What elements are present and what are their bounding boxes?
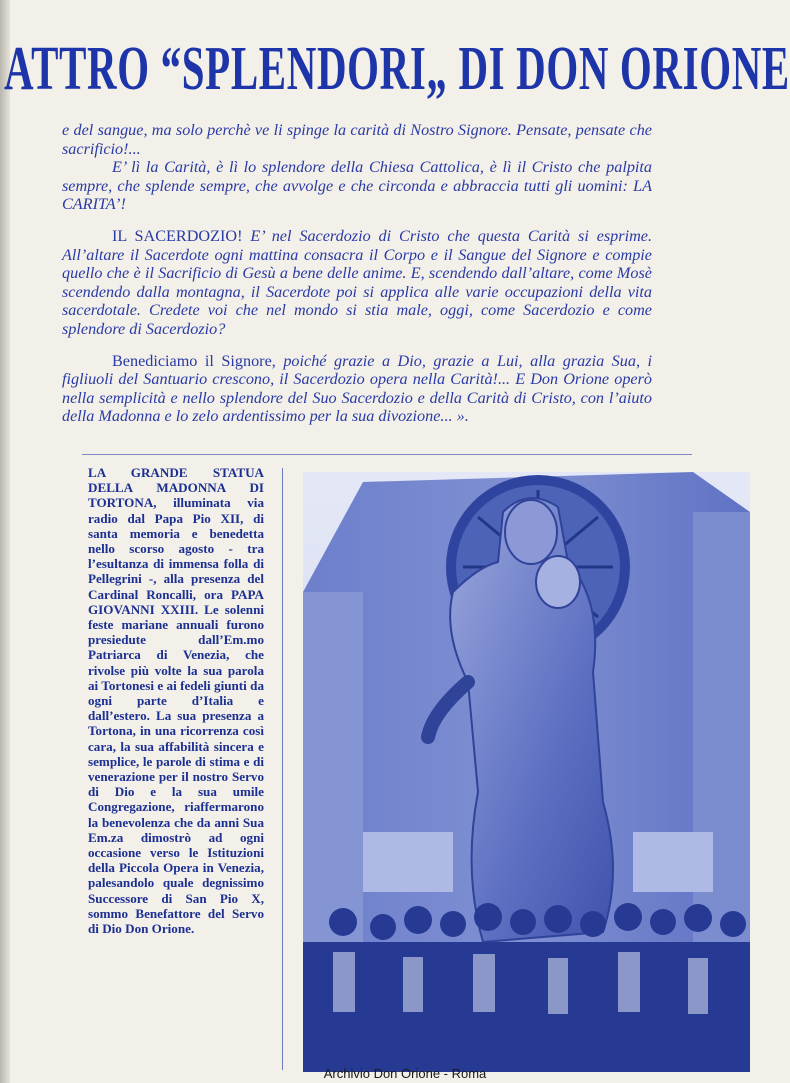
column-divider [282, 468, 283, 1070]
intro-paragraph-2: E’ lì la Carità, è lì lo splendore della Chiesa Cattolica, è lì il Cristo che palpita sempre, che splende sempre, che avvolge e che circonda e abbraccia tutti gli uomini: LA CARITA’! [62, 158, 652, 214]
sacerdozio-lead: IL SACERDOZIO! [112, 226, 243, 245]
statue-head [505, 500, 557, 564]
sacerdozio-text: E’ nel Sacerdozio di Cristo che questa Carità si esprime. All’altare il Sacerdote ogni mattina consacra il Corpo e il Sangue del Signore e compie quello che è il Sacrificio di Gesù a bene delle anime. E, scendendo dall’altare, come Mosè scendendo dalla montagna, il Sacerdote poi si applica alle varie occupazioni della vita sacerdotale. Credete voi che nel mondo si stia male, oggi, come Sacerdozio e come splendore di Sacerdozio? [62, 226, 652, 338]
statue-photo [303, 472, 750, 1072]
intro-paragraph-4 [62, 352, 652, 426]
child-statue [536, 556, 580, 608]
benediciamo-text: poiché grazie a Dio, grazie a Lui, alla grazia Sua, i figliuoli del Santuario crescono, il Sacerdozio opera nella Carità!... E Don Orione operò nella semplicità e nello splendore del Suo Sacerdozio e della Carità di Cristo, con l’aiuto della Madonna e lo zelo ardentissimo per la sua divozione... ». [62, 351, 652, 426]
doorway-left [363, 832, 453, 892]
madonna-statue-illustration [303, 472, 750, 1072]
archive-footer: Archivio Don Orione - Roma [323, 1066, 487, 1081]
intro-paragraph-3 [62, 227, 652, 339]
article-intro [62, 121, 652, 426]
page-headline: ATTRO “SPLENDORI„ DI DON ORIONE [3, 35, 790, 103]
intro-paragraph-1: e del sangue, ma solo perchè ve li spinge la carità di Nostro Signore. Pensate, pensate che sacrificio!... [62, 121, 652, 158]
section-divider [82, 454, 692, 455]
doorway-right [633, 832, 713, 892]
photo-caption: LA GRANDE STATUA DELLA MADONNA DI TORTONA, illuminata via radio dal Papa Pio XII, di santa memoria e benedetta nello scorso agosto - tra l’esultanza di immensa folla di Pellegrini -, alla presenza del Cardinal Roncalli, ora PAPA GIOVANNI XXIII. Le solenni feste mariane annuali furono presiedute dall’Em.mo Patriarca di Venezia, che rivolse più volte la sua parola ai Tortonesi e ai fedeli giunti da ogni parte d’Italia e dall’estero. La sua presenza a Tortona, in una ricorrenza così cara, la sua affabilità sincera e semplice, le parole di stima e di venerazione per il nostro Servo di Dio e la sua umile Congregazione, riaffermarono la benevolenza che da anni Sua Em.za dimostrò ad ogni occasione verso le Istituzioni della Piccola Opera in Venezia, palesandolo quale degnissimo Successore di San Pio X, sommo Benefattore del Servo di Dio Don Orione. [88, 465, 264, 937]
page-spine [0, 0, 10, 1083]
benediciamo-lead: Benediciamo il Signore, [112, 351, 276, 370]
